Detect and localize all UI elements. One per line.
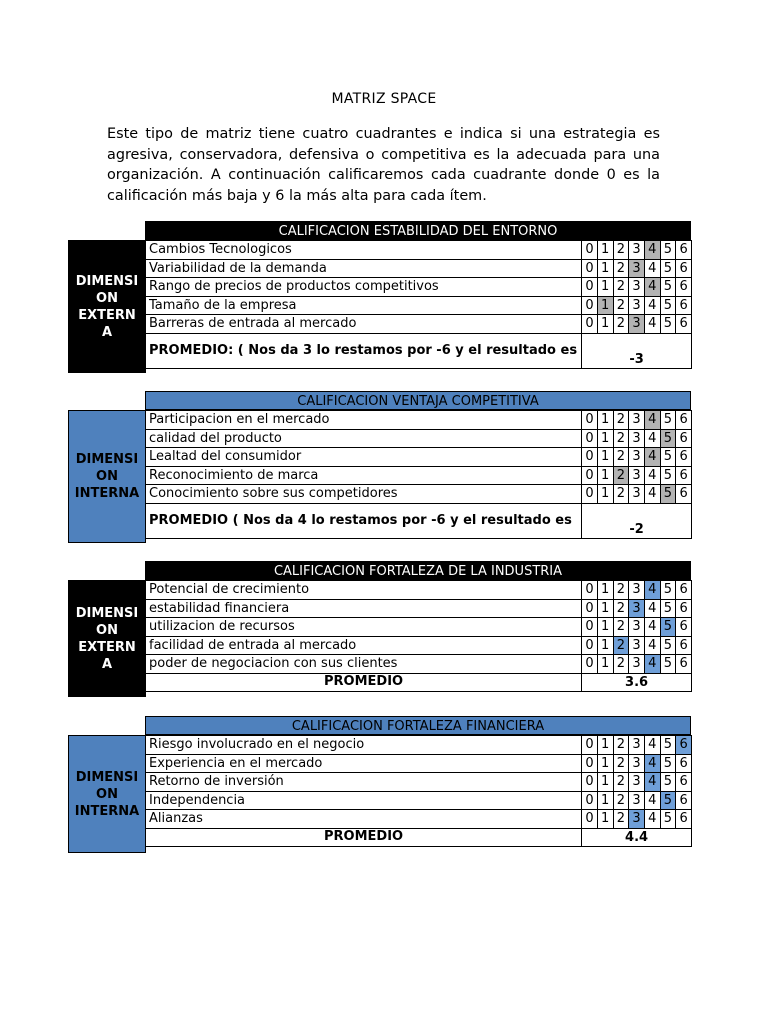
row-label: Potencial de crecimiento bbox=[146, 581, 582, 600]
score-0: 0 bbox=[582, 754, 598, 773]
score-6: 6 bbox=[676, 278, 692, 297]
score-6: 6 bbox=[676, 448, 692, 467]
score-1: 1 bbox=[597, 791, 613, 810]
row-label: Riesgo involucrado en el negocio bbox=[146, 736, 582, 755]
table-row bbox=[146, 259, 692, 278]
score-4-selected: 4 bbox=[644, 655, 660, 674]
score-2: 2 bbox=[613, 773, 629, 792]
section-header: CALIFICACION FORTALEZA FINANCIERA bbox=[145, 716, 691, 735]
score-4: 4 bbox=[644, 485, 660, 504]
row-label: Experiencia en el mercado bbox=[146, 754, 582, 773]
score-0: 0 bbox=[582, 278, 598, 297]
score-6: 6 bbox=[676, 773, 692, 792]
score-3: 3 bbox=[629, 636, 645, 655]
promedio-row bbox=[146, 503, 692, 538]
intro-paragraph: Este tipo de matriz tiene cuatro cuadrantes e indica si una estrategia es agresiva, conservadora, defensiva o competitiva es la adecuada para una organización. A continuación calificaremos cada cuadrante donde 0 es la calificación más baja y 6 la más alta para cada ítem. bbox=[107, 126, 660, 205]
row-label: Tamaño de la empresa bbox=[146, 296, 582, 315]
score-5: 5 bbox=[660, 448, 676, 467]
score-6: 6 bbox=[676, 636, 692, 655]
score-5-selected: 5 bbox=[660, 791, 676, 810]
score-5: 5 bbox=[660, 736, 676, 755]
score-0: 0 bbox=[582, 448, 598, 467]
table-row bbox=[146, 278, 692, 297]
section-fortaleza-financiera bbox=[68, 716, 692, 853]
score-2: 2 bbox=[613, 485, 629, 504]
score-3-selected: 3 bbox=[629, 599, 645, 618]
score-5: 5 bbox=[660, 411, 676, 430]
section-header: CALIFICACION FORTALEZA DE LA INDUSTRIA bbox=[145, 561, 691, 580]
score-3: 3 bbox=[629, 485, 645, 504]
section-header: CALIFICACION VENTAJA COMPETITIVA bbox=[145, 391, 691, 410]
score-1: 1 bbox=[597, 754, 613, 773]
score-5: 5 bbox=[660, 278, 676, 297]
score-4: 4 bbox=[644, 599, 660, 618]
dimension-label: DIMENSI ON INTERNA bbox=[68, 735, 146, 853]
score-4: 4 bbox=[644, 618, 660, 637]
score-2: 2 bbox=[613, 581, 629, 600]
score-0: 0 bbox=[582, 655, 598, 674]
promedio-value: 4.4 bbox=[582, 828, 692, 847]
score-2: 2 bbox=[613, 429, 629, 448]
score-5: 5 bbox=[660, 754, 676, 773]
table-row bbox=[146, 618, 692, 637]
score-1: 1 bbox=[597, 636, 613, 655]
score-2: 2 bbox=[613, 448, 629, 467]
score-6: 6 bbox=[676, 655, 692, 674]
score-3: 3 bbox=[629, 296, 645, 315]
score-3-selected: 3 bbox=[629, 259, 645, 278]
row-label: Lealtad del consumidor bbox=[146, 448, 582, 467]
score-2: 2 bbox=[613, 791, 629, 810]
score-5-selected: 5 bbox=[660, 485, 676, 504]
score-5: 5 bbox=[660, 466, 676, 485]
table-row bbox=[146, 810, 692, 829]
score-5: 5 bbox=[660, 773, 676, 792]
table-row bbox=[146, 296, 692, 315]
table-row bbox=[146, 241, 692, 260]
score-4: 4 bbox=[644, 636, 660, 655]
score-4-selected: 4 bbox=[644, 241, 660, 260]
score-0: 0 bbox=[582, 411, 598, 430]
score-0: 0 bbox=[582, 773, 598, 792]
score-1: 1 bbox=[597, 411, 613, 430]
row-label: Barreras de entrada al mercado bbox=[146, 315, 582, 334]
score-2-selected: 2 bbox=[613, 636, 629, 655]
score-0: 0 bbox=[582, 810, 598, 829]
section-fortaleza-industria bbox=[68, 561, 692, 697]
row-label: Participacion en el mercado bbox=[146, 411, 582, 430]
table-row bbox=[146, 315, 692, 334]
score-1: 1 bbox=[597, 485, 613, 504]
score-2: 2 bbox=[613, 810, 629, 829]
score-3: 3 bbox=[629, 466, 645, 485]
promedio-row bbox=[146, 828, 692, 847]
score-4-selected: 4 bbox=[644, 448, 660, 467]
score-1: 1 bbox=[597, 655, 613, 674]
score-2: 2 bbox=[613, 278, 629, 297]
score-0: 0 bbox=[582, 599, 598, 618]
score-1: 1 bbox=[597, 259, 613, 278]
score-3: 3 bbox=[629, 581, 645, 600]
score-1: 1 bbox=[597, 810, 613, 829]
score-4-selected: 4 bbox=[644, 773, 660, 792]
score-6: 6 bbox=[676, 429, 692, 448]
score-3: 3 bbox=[629, 429, 645, 448]
score-6: 6 bbox=[676, 618, 692, 637]
promedio-value: 3.6 bbox=[582, 673, 692, 692]
section-header: CALIFICACION ESTABILIDAD DEL ENTORNO bbox=[145, 221, 691, 240]
score-5-selected: 5 bbox=[660, 618, 676, 637]
score-2-selected: 2 bbox=[613, 466, 629, 485]
promedio-label: PROMEDIO ( Nos da 4 lo restamos por -6 y el resultado es bbox=[146, 503, 582, 538]
row-label: estabilidad financiera bbox=[146, 599, 582, 618]
score-6: 6 bbox=[676, 315, 692, 334]
score-3-selected: 3 bbox=[629, 315, 645, 334]
table-row bbox=[146, 791, 692, 810]
score-6: 6 bbox=[676, 241, 692, 260]
rating-table bbox=[145, 410, 692, 539]
section-estabilidad-entorno bbox=[68, 221, 692, 373]
score-1: 1 bbox=[597, 278, 613, 297]
score-3: 3 bbox=[629, 754, 645, 773]
score-0: 0 bbox=[582, 736, 598, 755]
table-row bbox=[146, 655, 692, 674]
row-label: Reconocimiento de marca bbox=[146, 466, 582, 485]
row-label: Variabilidad de la demanda bbox=[146, 259, 582, 278]
score-1: 1 bbox=[597, 599, 613, 618]
dimension-label: DIMENSI ON EXTERN A bbox=[68, 240, 146, 373]
table-row bbox=[146, 754, 692, 773]
score-2: 2 bbox=[613, 411, 629, 430]
score-5: 5 bbox=[660, 636, 676, 655]
score-6: 6 bbox=[676, 810, 692, 829]
score-3: 3 bbox=[629, 241, 645, 260]
score-6: 6 bbox=[676, 599, 692, 618]
score-1: 1 bbox=[597, 736, 613, 755]
score-1: 1 bbox=[597, 581, 613, 600]
rating-table bbox=[145, 580, 692, 692]
score-2: 2 bbox=[613, 618, 629, 637]
score-5: 5 bbox=[660, 296, 676, 315]
score-5-selected: 5 bbox=[660, 429, 676, 448]
score-1: 1 bbox=[597, 315, 613, 334]
score-5: 5 bbox=[660, 315, 676, 334]
score-4-selected: 4 bbox=[644, 581, 660, 600]
score-3-selected: 3 bbox=[629, 810, 645, 829]
dimension-label: DIMENSI ON EXTERN A bbox=[68, 580, 146, 697]
row-label: calidad del producto bbox=[146, 429, 582, 448]
score-6: 6 bbox=[676, 754, 692, 773]
promedio-label: PROMEDIO bbox=[146, 673, 582, 692]
score-4: 4 bbox=[644, 296, 660, 315]
score-6: 6 bbox=[676, 466, 692, 485]
row-label: poder de negociacion con sus clientes bbox=[146, 655, 582, 674]
score-5: 5 bbox=[660, 581, 676, 600]
score-0: 0 bbox=[582, 296, 598, 315]
dimension-label: DIMENSI ON INTERNA bbox=[68, 410, 146, 543]
row-label: utilizacion de recursos bbox=[146, 618, 582, 637]
promedio-row bbox=[146, 673, 692, 692]
score-3: 3 bbox=[629, 791, 645, 810]
table-row bbox=[146, 466, 692, 485]
score-0: 0 bbox=[582, 485, 598, 504]
score-3: 3 bbox=[629, 448, 645, 467]
promedio-label: PROMEDIO bbox=[146, 828, 582, 847]
score-6: 6 bbox=[676, 296, 692, 315]
score-0: 0 bbox=[582, 618, 598, 637]
score-4-selected: 4 bbox=[644, 754, 660, 773]
row-label: Independencia bbox=[146, 791, 582, 810]
score-4: 4 bbox=[644, 466, 660, 485]
score-2: 2 bbox=[613, 296, 629, 315]
table-row bbox=[146, 485, 692, 504]
promedio-row bbox=[146, 333, 692, 368]
table-row bbox=[146, 581, 692, 600]
row-label: Rango de precios de productos competitivos bbox=[146, 278, 582, 297]
row-label: facilidad de entrada al mercado bbox=[146, 636, 582, 655]
table-row bbox=[146, 411, 692, 430]
table-row bbox=[146, 636, 692, 655]
row-label: Conocimiento sobre sus competidores bbox=[146, 485, 582, 504]
score-0: 0 bbox=[582, 636, 598, 655]
score-1: 1 bbox=[597, 618, 613, 637]
score-6: 6 bbox=[676, 411, 692, 430]
promedio-value: -2 bbox=[582, 503, 692, 538]
score-4: 4 bbox=[644, 315, 660, 334]
score-0: 0 bbox=[582, 259, 598, 278]
score-2: 2 bbox=[613, 736, 629, 755]
score-1: 1 bbox=[597, 773, 613, 792]
score-6: 6 bbox=[676, 581, 692, 600]
score-3: 3 bbox=[629, 736, 645, 755]
score-2: 2 bbox=[613, 315, 629, 334]
score-2: 2 bbox=[613, 241, 629, 260]
score-1-selected: 1 bbox=[597, 296, 613, 315]
score-3: 3 bbox=[629, 411, 645, 430]
score-2: 2 bbox=[613, 655, 629, 674]
score-3: 3 bbox=[629, 773, 645, 792]
promedio-value: -3 bbox=[582, 333, 692, 368]
section-ventaja-competitiva bbox=[68, 391, 692, 543]
score-6: 6 bbox=[676, 485, 692, 504]
score-4: 4 bbox=[644, 810, 660, 829]
rating-table bbox=[145, 735, 692, 847]
score-4-selected: 4 bbox=[644, 278, 660, 297]
page-title: MATRIZ SPACE bbox=[331, 91, 437, 107]
score-6: 6 bbox=[676, 259, 692, 278]
score-1: 1 bbox=[597, 466, 613, 485]
score-1: 1 bbox=[597, 241, 613, 260]
row-label: Retorno de inversión bbox=[146, 773, 582, 792]
score-6: 6 bbox=[676, 791, 692, 810]
row-label: Alianzas bbox=[146, 810, 582, 829]
score-1: 1 bbox=[597, 429, 613, 448]
score-5: 5 bbox=[660, 810, 676, 829]
score-6-selected: 6 bbox=[676, 736, 692, 755]
score-3: 3 bbox=[629, 278, 645, 297]
score-5: 5 bbox=[660, 259, 676, 278]
score-4-selected: 4 bbox=[644, 411, 660, 430]
score-5: 5 bbox=[660, 241, 676, 260]
table-row bbox=[146, 773, 692, 792]
score-2: 2 bbox=[613, 754, 629, 773]
table-row bbox=[146, 599, 692, 618]
score-4: 4 bbox=[644, 791, 660, 810]
table-row bbox=[146, 736, 692, 755]
score-0: 0 bbox=[582, 241, 598, 260]
score-0: 0 bbox=[582, 315, 598, 334]
score-0: 0 bbox=[582, 466, 598, 485]
score-3: 3 bbox=[629, 618, 645, 637]
score-0: 0 bbox=[582, 791, 598, 810]
promedio-label: PROMEDIO: ( Nos da 3 lo restamos por -6 y el resultado es bbox=[146, 333, 582, 368]
score-5: 5 bbox=[660, 599, 676, 618]
table-row bbox=[146, 429, 692, 448]
score-0: 0 bbox=[582, 429, 598, 448]
score-0: 0 bbox=[582, 581, 598, 600]
rating-table bbox=[145, 240, 692, 369]
table-row bbox=[146, 448, 692, 467]
score-2: 2 bbox=[613, 599, 629, 618]
score-4: 4 bbox=[644, 736, 660, 755]
score-5: 5 bbox=[660, 655, 676, 674]
score-4: 4 bbox=[644, 259, 660, 278]
row-label: Cambios Tecnologicos bbox=[146, 241, 582, 260]
score-3: 3 bbox=[629, 655, 645, 674]
score-4: 4 bbox=[644, 429, 660, 448]
score-1: 1 bbox=[597, 448, 613, 467]
score-2: 2 bbox=[613, 259, 629, 278]
